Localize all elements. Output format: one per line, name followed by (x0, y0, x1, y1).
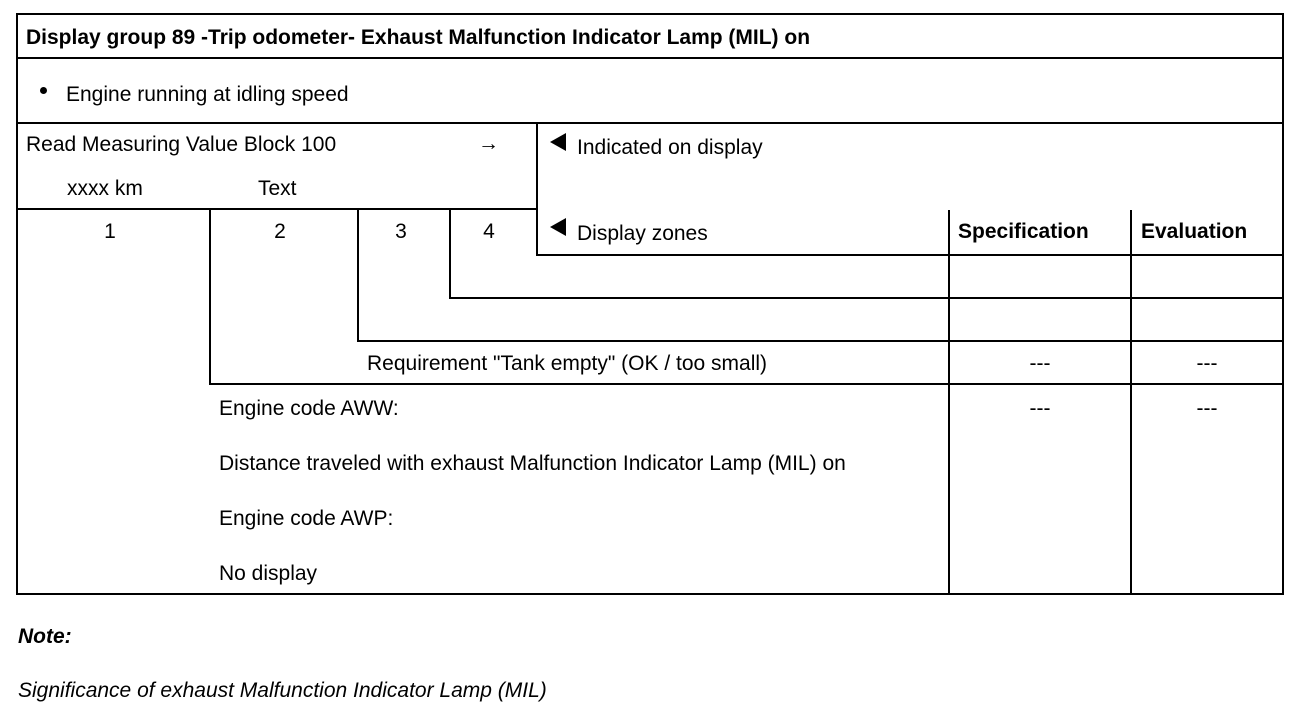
condition-text: Engine running at idling speed (66, 83, 349, 106)
zone2-row-divider (209, 383, 1284, 385)
condition-divider (16, 122, 1284, 124)
table-border-top (16, 13, 1284, 15)
read-block-right-border (536, 122, 538, 256)
zone3-row-divider (357, 340, 1284, 342)
evaluation-header: Evaluation (1141, 220, 1248, 243)
zone-number-3: 3 (395, 220, 407, 243)
table-border-bottom (16, 593, 1284, 595)
zone-number-1: 1 (104, 220, 116, 243)
table-title: Display group 89 -Trip odometer- Exhaust Malfunction Indicator Lamp (MIL) on (26, 26, 811, 49)
table-row-text: Distance traveled with exhaust Malfunction Indicator Lamp (MIL) on (219, 452, 846, 475)
table-row-evaluation: --- (1196, 352, 1218, 375)
zone-line-3 (357, 208, 359, 342)
table-row-specification: --- (1029, 352, 1051, 375)
zone-line-4 (449, 208, 451, 298)
display-zones-label: Display zones (577, 222, 708, 245)
table-border-left (16, 13, 18, 595)
table-row-evaluation: --- (1196, 397, 1218, 420)
table-row-text: Engine code AWW: (219, 397, 399, 420)
table-row-text: No display (219, 562, 318, 585)
field2-label: Text (258, 177, 297, 200)
zones-row-divider (536, 254, 1284, 256)
read-block-divider (16, 208, 538, 210)
read-block-label: Read Measuring Value Block 100 (26, 133, 337, 156)
note-label: Note: (18, 625, 72, 648)
pointer-triangle-icon (550, 218, 566, 236)
zone-number-4: 4 (483, 220, 495, 243)
table-row-specification: --- (1029, 397, 1051, 420)
title-divider (16, 57, 1284, 59)
pointer-triangle-icon (550, 133, 566, 151)
zone-line-2 (209, 208, 211, 385)
table-row-text: Requirement "Tank empty" (OK / too small) (367, 352, 768, 375)
bullet-icon (40, 87, 47, 94)
table-row-text: Engine code AWP: (219, 507, 394, 530)
arrow-right-icon: → (478, 132, 499, 155)
zone4-row-divider (449, 297, 1284, 299)
table-border-right (1282, 13, 1284, 595)
zone-number-2: 2 (274, 220, 286, 243)
indicated-on-display-label: Indicated on display (577, 136, 763, 159)
field1-unit: xxxx km (67, 177, 143, 200)
note-text: Significance of exhaust Malfunction Indicator Lamp (MIL) (18, 679, 547, 702)
specification-header: Specification (958, 220, 1089, 243)
